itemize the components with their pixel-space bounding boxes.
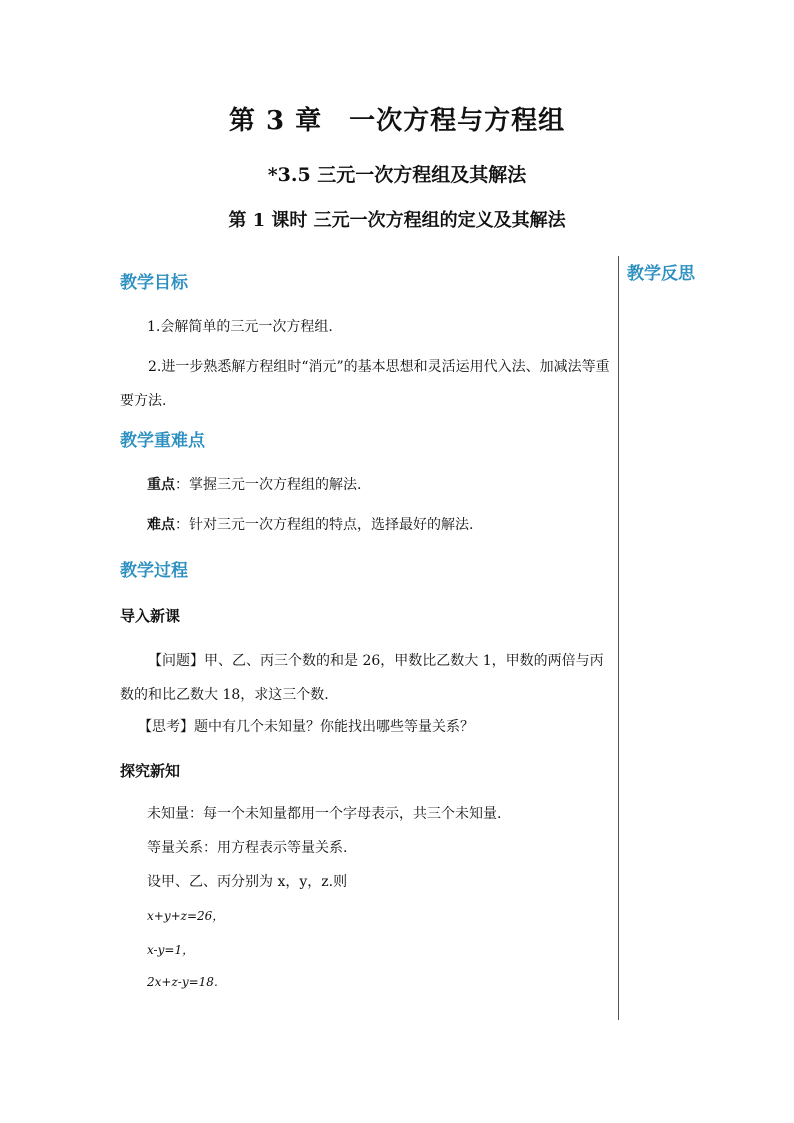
objective-item-1: 1.会解简单的三元一次方程组. xyxy=(147,319,333,335)
relations-text: 等量关系：用方程表示等量关系. xyxy=(147,840,348,856)
problem-paragraph xyxy=(120,644,615,712)
equation-3: 2x+z-y=18. xyxy=(147,975,218,989)
unknowns-text: 未知量：每一个未知量都用一个字母表示，共三个未知量. xyxy=(147,806,502,822)
equation-1: x+y+z=26， xyxy=(147,909,225,923)
difficult-point-label: 难点 xyxy=(147,517,175,533)
key-point-label: 重点 xyxy=(147,477,175,493)
chapter-title: 第 3 章 一次方程与方程组 xyxy=(228,106,566,136)
process-heading: 教学过程 xyxy=(120,561,188,581)
problem-label: 【问题】 xyxy=(148,653,204,669)
key-point-text: ：掌握三元一次方程组的解法. xyxy=(175,477,362,493)
think-label: 【思考】 xyxy=(138,719,194,735)
objective-item-2: 2.进一步熟悉解方程组时“消元”的基本思想和灵活运用代入法、加减法等重要方法. xyxy=(120,359,610,409)
difficult-point xyxy=(147,514,473,534)
section-title: *3.5 三元一次方程组及其解法 xyxy=(267,164,527,186)
think-text: 题中有几个未知量？你能找出哪些等量关系？ xyxy=(194,719,474,735)
lesson-title: 第 1 课时 三元一次方程组的定义及其解法 xyxy=(228,210,566,231)
problem-text: 甲、乙、丙三个数的和是 26，甲数比乙数大 1，甲数的两倍与丙数的和比乙数大 18，求这三个数. xyxy=(120,653,604,703)
reflection-heading: 教学反思 xyxy=(627,264,695,284)
column-divider xyxy=(618,256,619,1020)
key-points-heading: 教学重难点 xyxy=(120,431,205,451)
difficult-point-text: ：针对三元一次方程组的特点，选择最好的解法. xyxy=(175,517,474,533)
think-paragraph xyxy=(138,716,474,736)
intro-heading: 导入新课 xyxy=(120,607,181,625)
equation-2: x-y=1， xyxy=(147,943,195,957)
objectives-heading: 教学目标 xyxy=(120,273,188,293)
key-point xyxy=(147,474,361,494)
setup-text: 设甲、乙、丙分别为 x，y，z.则 xyxy=(147,874,348,890)
explore-heading: 探究新知 xyxy=(120,762,181,780)
